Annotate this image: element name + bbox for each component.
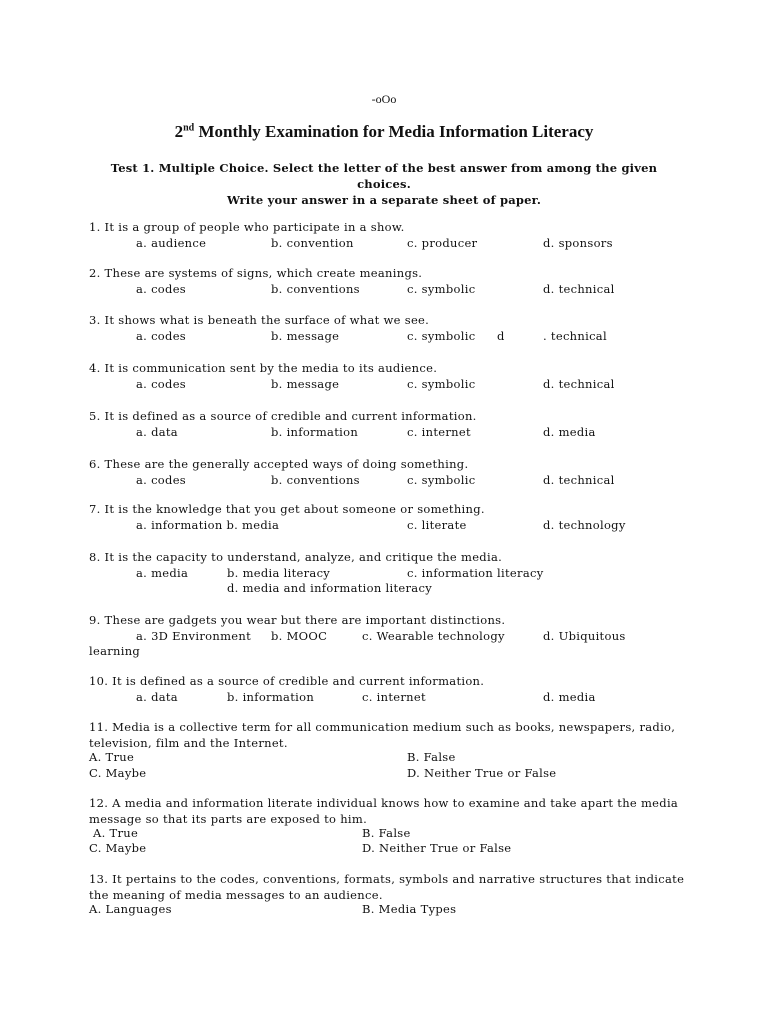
option: d bbox=[497, 329, 505, 343]
option: . technical bbox=[543, 329, 607, 343]
instructions-line-2: Write your answer in a separate sheet of paper. bbox=[226, 193, 542, 207]
title-text: Monthly Examination for Media Information Literacy bbox=[194, 122, 594, 141]
option: c. information literacy bbox=[407, 566, 544, 580]
option: c. literate bbox=[407, 518, 467, 532]
option: c. internet bbox=[362, 690, 426, 704]
question-stem: 10. It is defined as a source of credible and current information. bbox=[89, 674, 485, 688]
option: a. codes bbox=[136, 377, 187, 391]
question-stem: 11. Media is a collective term for all communication medium such as books, newspapers, radio, television, film and the Internet. bbox=[89, 720, 676, 750]
option: B. Media Types bbox=[362, 902, 457, 916]
option: a. information b. media bbox=[136, 518, 280, 532]
question-stem: 3. It shows what is beneath the surface of what we see. bbox=[89, 313, 430, 327]
option: d. technical bbox=[543, 377, 615, 391]
option-continuation: learning bbox=[89, 644, 141, 658]
option: c. symbolic bbox=[407, 282, 476, 296]
question-stem: 12. A media and information literate individual knows how to examine and take apart the media message so that its parts are exposed to him. bbox=[89, 796, 679, 826]
option: c. internet bbox=[407, 425, 471, 439]
option: c. Wearable technology bbox=[362, 629, 505, 643]
option: a. data bbox=[136, 425, 178, 439]
option: a. codes bbox=[136, 473, 187, 487]
option: d. media bbox=[543, 690, 596, 704]
option: c. symbolic bbox=[407, 329, 476, 343]
option: a. codes bbox=[136, 329, 187, 343]
title-number: 2 bbox=[174, 122, 184, 141]
question-stem: 2. These are systems of signs, which create meanings. bbox=[89, 266, 423, 280]
instructions-line-1: Test 1. Multiple Choice. Select the letter of the best answer from among the given choices. bbox=[110, 161, 658, 191]
option: d. sponsors bbox=[543, 236, 613, 250]
option: d. technical bbox=[543, 282, 615, 296]
option: b. message bbox=[271, 329, 340, 343]
option: a. codes bbox=[136, 282, 187, 296]
page-title bbox=[0, 122, 768, 142]
question-stem: 8. It is the capacity to understand, analyze, and critique the media. bbox=[89, 550, 503, 564]
option: d. technical bbox=[543, 473, 615, 487]
option: B. False bbox=[362, 826, 411, 840]
option: b. message bbox=[271, 377, 340, 391]
option: A. True bbox=[93, 826, 139, 840]
option: b. conventions bbox=[271, 473, 360, 487]
question-stem: 9. These are gadgets you wear but there are important distinctions. bbox=[89, 613, 506, 627]
option: D. Neither True or False bbox=[362, 841, 512, 855]
question-stem: 13. It pertains to the codes, conventions, formats, symbols and narrative structures that indicate the meaning of media messages to an audience. bbox=[89, 872, 685, 902]
option: b. MOOC bbox=[271, 629, 328, 643]
test-instructions bbox=[100, 160, 668, 208]
option: A. True bbox=[89, 750, 135, 764]
option: d. media and information literacy bbox=[227, 581, 432, 595]
question-stem: 7. It is the knowledge that you get about someone or something. bbox=[89, 502, 485, 516]
option: D. Neither True or False bbox=[407, 766, 557, 780]
option: C. Maybe bbox=[89, 841, 147, 855]
question-stem: 5. It is defined as a source of credible and current information. bbox=[89, 409, 477, 423]
option: b. media literacy bbox=[227, 566, 331, 580]
option: b. convention bbox=[271, 236, 354, 250]
title-superscript: nd bbox=[183, 122, 195, 134]
option: b. conventions bbox=[271, 282, 360, 296]
option: d. media bbox=[543, 425, 596, 439]
option: c. symbolic bbox=[407, 473, 476, 487]
option: c. producer bbox=[407, 236, 478, 250]
option: d. technology bbox=[543, 518, 626, 532]
option: A. Languages bbox=[89, 902, 172, 916]
option: a. data bbox=[136, 690, 178, 704]
option: B. False bbox=[407, 750, 456, 764]
option: b. information bbox=[227, 690, 315, 704]
option: d. Ubiquitous bbox=[543, 629, 626, 643]
option: c. symbolic bbox=[407, 377, 476, 391]
option: a. audience bbox=[136, 236, 207, 250]
question-stem: 4. It is communication sent by the media to its audience. bbox=[89, 361, 438, 375]
option: a. media bbox=[136, 566, 189, 580]
question-stem: 1. It is a group of people who participate in a show. bbox=[89, 220, 405, 234]
option: C. Maybe bbox=[89, 766, 147, 780]
option: a. 3D Environment bbox=[136, 629, 252, 643]
header-ornament: -oOo bbox=[371, 92, 397, 106]
option: b. information bbox=[271, 425, 359, 439]
question-stem: 6. These are the generally accepted ways of doing something. bbox=[89, 457, 469, 471]
